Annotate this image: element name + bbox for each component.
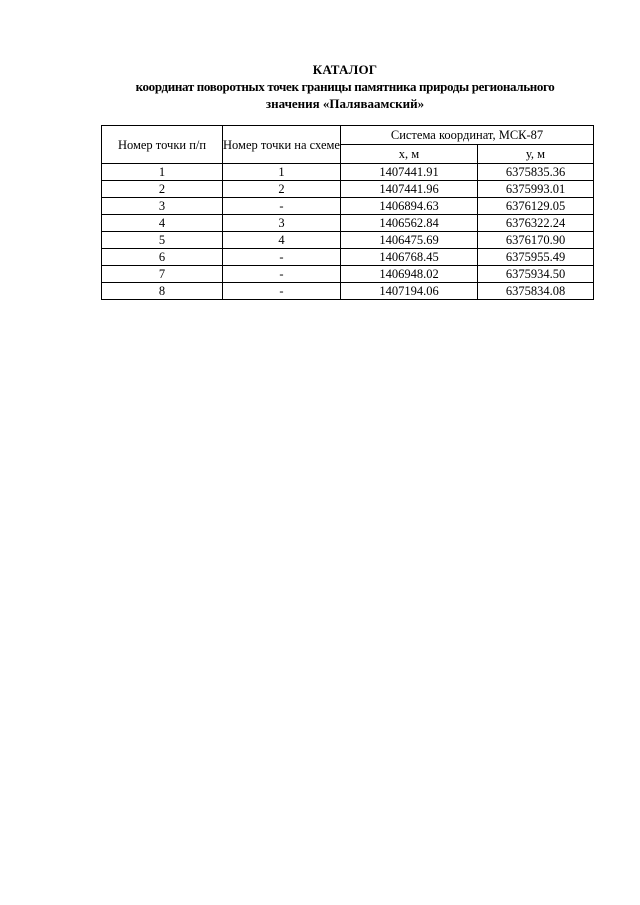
cell-point-number: 8 xyxy=(102,283,223,300)
title-block xyxy=(60,61,630,112)
cell-scheme-number: - xyxy=(223,198,341,215)
cell-point-number: 2 xyxy=(102,181,223,198)
cell-scheme-number: - xyxy=(223,249,341,266)
table-row xyxy=(102,266,594,283)
cell-x: 1406475.69 xyxy=(341,232,478,249)
cell-scheme-number: 2 xyxy=(223,181,341,198)
cell-scheme-number: - xyxy=(223,283,341,300)
catalog-subtitle-line-1: координат поворотных точек границы памятника природы регионального xyxy=(135,79,555,94)
catalog-title: КАТАЛОГ xyxy=(312,62,378,77)
cell-x: 1406768.45 xyxy=(341,249,478,266)
header-x: х, м xyxy=(341,145,478,164)
cell-scheme-number: 1 xyxy=(223,164,341,181)
cell-x: 1406948.02 xyxy=(341,266,478,283)
cell-point-number: 7 xyxy=(102,266,223,283)
table-row xyxy=(102,232,594,249)
cell-scheme-number: 3 xyxy=(223,215,341,232)
catalog-subtitle-line-2: значения «Паляваамский» xyxy=(265,96,425,111)
table-row xyxy=(102,181,594,198)
coordinates-table xyxy=(101,125,594,300)
cell-point-number: 6 xyxy=(102,249,223,266)
cell-y: 6375934.50 xyxy=(478,266,594,283)
table-body xyxy=(102,164,594,300)
table-row xyxy=(102,249,594,266)
cell-scheme-number: 4 xyxy=(223,232,341,249)
table-row xyxy=(102,198,594,215)
cell-y: 6375955.49 xyxy=(478,249,594,266)
cell-y: 6376129.05 xyxy=(478,198,594,215)
cell-x: 1407194.06 xyxy=(341,283,478,300)
table-row xyxy=(102,164,594,181)
cell-point-number: 4 xyxy=(102,215,223,232)
cell-y: 6375993.01 xyxy=(478,181,594,198)
cell-scheme-number: - xyxy=(223,266,341,283)
cell-y: 6375835.36 xyxy=(478,164,594,181)
header-y: у, м xyxy=(478,145,594,164)
cell-y: 6376170.90 xyxy=(478,232,594,249)
header-scheme-point-number: Номер точки на схеме xyxy=(223,126,341,164)
cell-y: 6375834.08 xyxy=(478,283,594,300)
cell-y: 6376322.24 xyxy=(478,215,594,232)
cell-x: 1407441.96 xyxy=(341,181,478,198)
cell-point-number: 1 xyxy=(102,164,223,181)
header-coordinate-system: Система координат, МСК-87 xyxy=(341,126,594,145)
cell-point-number: 5 xyxy=(102,232,223,249)
cell-x: 1407441.91 xyxy=(341,164,478,181)
table-row xyxy=(102,283,594,300)
table-row xyxy=(102,215,594,232)
cell-x: 1406894.63 xyxy=(341,198,478,215)
header-point-number: Номер точки п/п xyxy=(102,126,223,164)
cell-point-number: 3 xyxy=(102,198,223,215)
cell-x: 1406562.84 xyxy=(341,215,478,232)
